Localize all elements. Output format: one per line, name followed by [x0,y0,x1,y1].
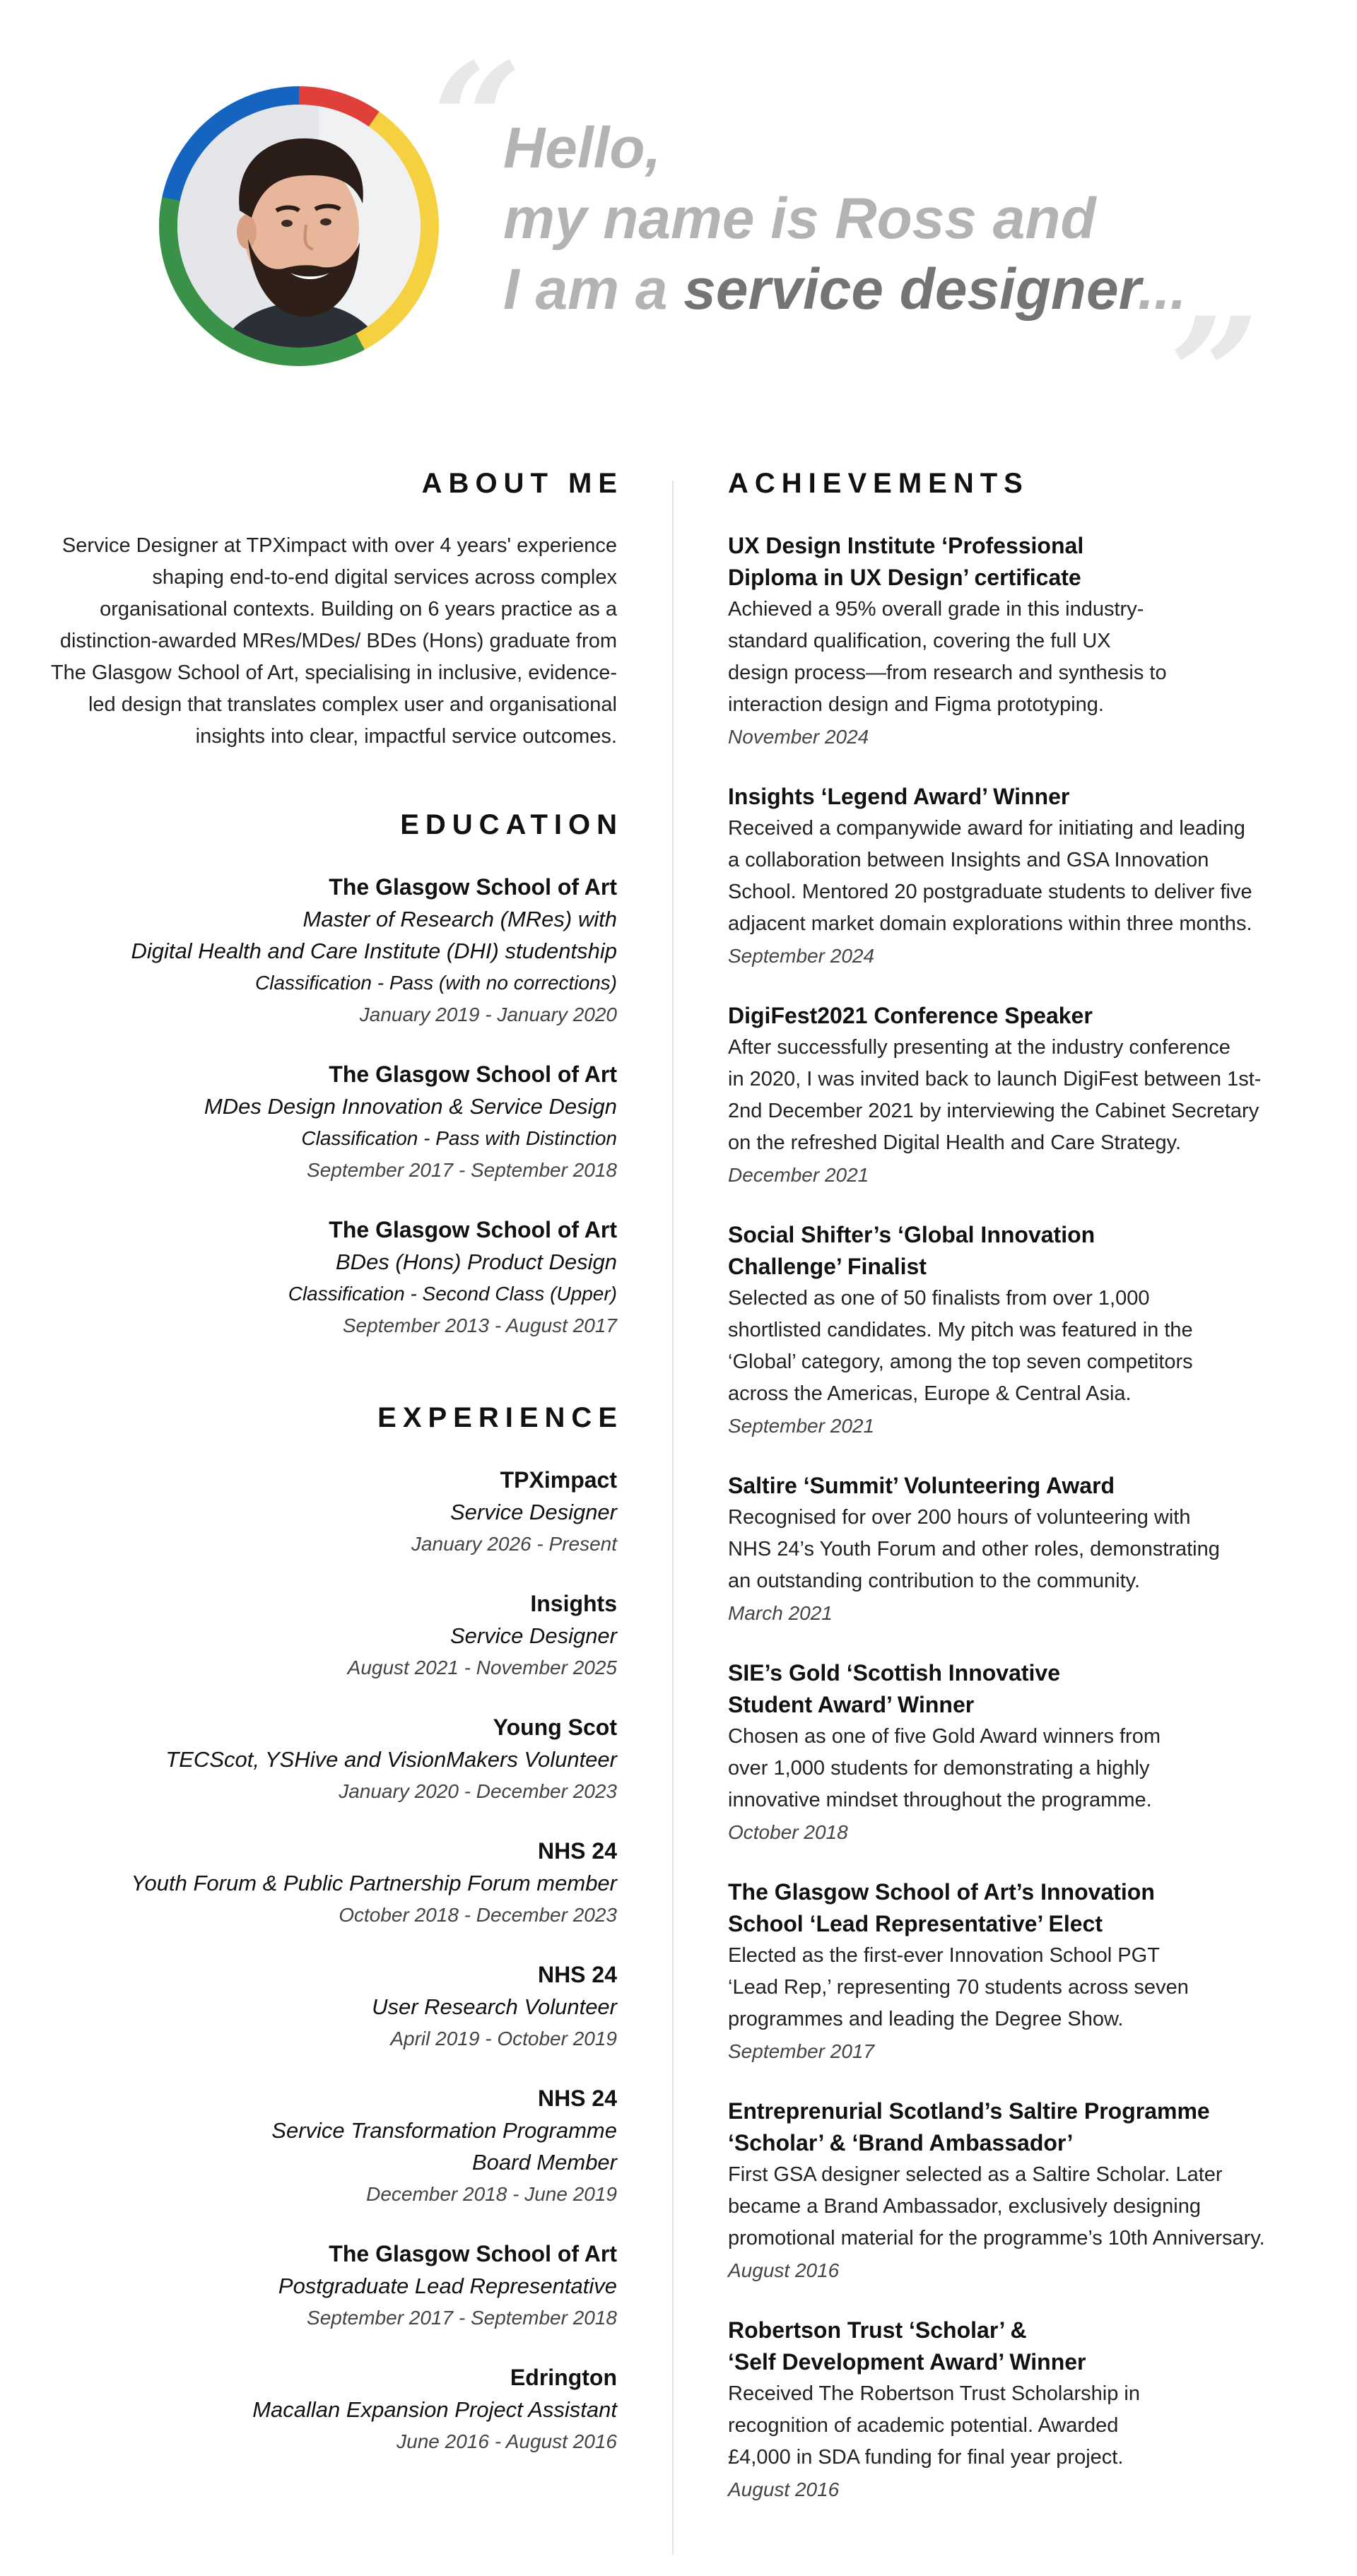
achievement-title: DigiFest2021 Conference Speaker [728,1003,1093,1028]
education-institution: The Glasgow School of Art [329,1217,617,1242]
column-divider [672,481,674,2555]
experience-dates: August 2021 - November 2025 [347,1657,617,1678]
experience-organisation: Edrington [510,2365,617,2390]
achievement-description: across the Americas, Europe & Central Asia. [728,1382,1132,1405]
education-dates: January 2019 - January 2020 [359,1004,617,1025]
experience-dates: October 2018 - December 2023 [339,1904,617,1926]
left-column [42,466,623,2486]
achievement-description: Elected as the first-ever Innovation School PGT [728,1944,1160,1967]
achievement-title: The Glasgow School of Art’s Innovation School ‘Lead Representative’ Elect [728,1879,1155,1936]
achievements-heading: ACHIEVEMENTS [728,468,1029,499]
achievement-entry [728,2315,1315,2505]
achievement-description: recognition of academic potential. Awarded [728,2414,1119,2437]
hero-highlight: service designer [683,257,1138,322]
achievement-title: Robertson Trust ‘Scholar’ & ‘Self Development Award’ Winner [728,2317,1086,2375]
experience-role: Youth Forum & Public Partnership Forum member [131,1871,617,1895]
achievement-title: Insights ‘Legend Award’ Winner [728,784,1070,809]
education-entry [42,1214,617,1341]
right-column [728,466,1315,2534]
close-quote-icon: ” [1170,283,1259,466]
achievement-date: November 2024 [728,726,869,748]
hero-greeting [503,113,1186,325]
experience-organisation: The Glasgow School of Art [329,2241,617,2266]
experience-role: Macallan Expansion Project Assistant [252,2397,617,2422]
experience-dates: June 2016 - August 2016 [396,2430,617,2452]
education-degree: MDes Design Innovation & Service Design [204,1094,617,1119]
hero-line-3-suffix: ... [1138,257,1187,322]
achievement-description: Received The Robertson Trust Scholarship in [728,2382,1140,2405]
achievement-description: 2nd December 2021 by interviewing the Cabinet Secretary [728,1100,1259,1122]
experience-role: Service Designer [450,1623,617,1648]
experience-role: Board Member [471,2150,617,2175]
education-classification: Classification - Second Class (Upper) [288,1283,617,1305]
experience-organisation: NHS 24 [537,1838,617,1864]
education-classification: Classification - Pass (with no corrections) [255,972,617,994]
achievement-title: Saltire ‘Summit’ Volunteering Award [728,1473,1115,1498]
experience-list [42,1464,617,2457]
experience-entry [42,2083,617,2210]
achievement-description: design process—from research and synthesis to [728,661,1167,684]
achievement-description: Received a companywide award for initiating and leading [728,817,1245,840]
achievement-entry [728,530,1315,753]
achievement-description: ‘Global’ category, among the top seven competitors [728,1351,1193,1373]
achievement-description: on the refreshed Digital Health and Care Strategy. [728,1131,1182,1154]
experience-entry [42,1588,617,1683]
experience-organisation: NHS 24 [537,2086,617,2111]
experience-entry [42,2238,617,2334]
achievement-title: Social Shifter’s ‘Global Innovation Challenge’ Finalist [728,1222,1095,1279]
achievement-description: Achieved a 95% overall grade in this industry- [728,598,1144,621]
experience-dates: January 2020 - December 2023 [339,1780,617,1802]
hero-line-2: my name is Ross and [503,187,1096,251]
experience-dates: December 2018 - June 2019 [366,2183,617,2205]
experience-organisation: Insights [530,1591,617,1616]
profile-photo [177,105,421,348]
education-heading: EDUCATION [400,809,623,840]
achievement-entry [728,1657,1315,1848]
experience-organisation: Young Scot [493,1715,617,1740]
experience-entry [42,1959,617,2054]
about-heading: ABOUT ME [421,468,623,499]
achievement-description: standard qualification, covering the full UX [728,630,1111,652]
about-text: Service Designer at TPXimpact with over 4 years' experience shaping end-to-end digital services across complex organisational contexts. Building on 6 years practice as a distinction-awarded MRes/MDes/ BDes (Hons) graduate from The Glasgow School of Art, specialising in inclusive, evidence-led design that translates complex user and organisational insights into clear, impactful service outcomes. [50,534,617,748]
achievement-description: an outstanding contribution to the community. [728,1570,1141,1592]
achievement-description: became a Brand Ambassador, exclusively designing [728,2195,1201,2218]
achievement-description: in 2020, I was invited back to launch DigiFest between 1st- [728,1068,1262,1090]
achievement-description: shortlisted candidates. My pitch was featured in the [728,1319,1193,1341]
education-dates: September 2013 - August 2017 [342,1315,617,1336]
achievement-description: School. Mentored 20 postgraduate students to deliver five [728,881,1252,903]
achievement-date: October 2018 [728,1821,848,1843]
achievement-description: over 1,000 students for demonstrating a highly [728,1757,1150,1780]
education-classification: Classification - Pass with Distinction [301,1127,617,1149]
achievement-title: Entreprenurial Scotland’s Saltire Programme ‘Scholar’ & ‘Brand Ambassador’ [728,2098,1210,2156]
experience-entry [42,1712,617,1807]
experience-role: Postgraduate Lead Representative [278,2274,617,2298]
experience-entry [42,1464,617,1560]
achievement-description: Selected as one of 50 finalists from over 1,000 [728,1287,1150,1310]
achievement-entry [728,1000,1315,1191]
achievement-description: First GSA designer selected as a Saltire Scholar. Later [728,2163,1223,2186]
experience-organisation: NHS 24 [537,1962,617,1987]
experience-entry [42,1835,617,1931]
portrait-illustration [177,105,421,348]
experience-entry [42,2362,617,2457]
achievement-title: SIE’s Gold ‘Scottish Innovative Student Award’ Winner [728,1660,1061,1717]
education-degree: BDes (Hons) Product Design [336,1249,617,1274]
experience-organisation: TPXimpact [500,1467,617,1493]
achievement-description: interaction design and Figma prototyping. [728,693,1104,716]
achievement-description: NHS 24’s Youth Forum and other roles, demonstrating [728,1538,1220,1560]
education-list [42,871,617,1341]
education-entry [42,1059,617,1186]
avatar [159,86,439,366]
experience-dates: January 2026 - Present [411,1533,617,1555]
achievement-description: programmes and leading the Degree Show. [728,2008,1124,2030]
experience-role: Service Designer [450,1500,617,1524]
achievement-date: March 2021 [728,1602,833,1624]
achievement-entry [728,1876,1315,2067]
education-institution: The Glasgow School of Art [329,1061,617,1087]
education-degree: Digital Health and Care Institute (DHI) studentship [131,939,617,963]
achievement-description: Chosen as one of five Gold Award winners from [728,1725,1161,1748]
achievement-description: £4,000 in SDA funding for final year project. [728,2446,1124,2469]
achievement-date: December 2021 [728,1164,869,1186]
achievement-date: September 2017 [728,2040,875,2062]
achievement-description: innovative mindset throughout the programme. [728,1789,1152,1811]
achievement-entry [728,1219,1315,1442]
achievement-description: ‘Lead Rep,’ representing 70 students across seven [728,1976,1189,1999]
hero-section [0,0,1357,466]
experience-dates: September 2017 - September 2018 [307,2307,617,2329]
achievement-date: August 2016 [728,2259,840,2281]
achievement-description: adjacent market domain explorations within three months. [728,912,1252,935]
achievement-description: Recognised for over 200 hours of volunteering with [728,1506,1191,1529]
achievement-description: a collaboration between Insights and GSA Innovation [728,849,1209,871]
achievement-date: August 2016 [728,2478,840,2500]
achievement-entry [728,1470,1315,1629]
achievement-entry [728,2095,1315,2286]
education-dates: September 2017 - September 2018 [307,1159,617,1181]
education-institution: The Glasgow School of Art [329,874,617,900]
achievement-date: September 2024 [728,945,875,967]
achievement-description: promotional material for the programme’s 10th Anniversary. [728,2227,1265,2249]
hero-line-1: Hello, [503,116,662,180]
experience-role: User Research Volunteer [372,1994,617,2019]
education-degree: Master of Research (MRes) with [302,907,617,931]
hero-line-3-prefix: I am a [503,257,684,322]
experience-heading: EXPERIENCE [377,1402,623,1433]
open-quote-icon: “ [433,28,522,211]
achievement-description: After successfully presenting at the industry conference [728,1036,1230,1059]
achievement-entry [728,781,1315,972]
experience-role: Service Transformation Programme [271,2118,617,2143]
achievements-list [728,530,1315,2505]
education-entry [42,871,617,1030]
achievement-title: UX Design Institute ‘Professional Diploma in UX Design’ certificate [728,533,1084,590]
hero-line-3 [503,254,1186,325]
achievement-date: September 2021 [728,1415,875,1437]
experience-role: TECScot, YSHive and VisionMakers Volunteer [165,1747,617,1772]
experience-dates: April 2019 - October 2019 [390,2028,617,2049]
